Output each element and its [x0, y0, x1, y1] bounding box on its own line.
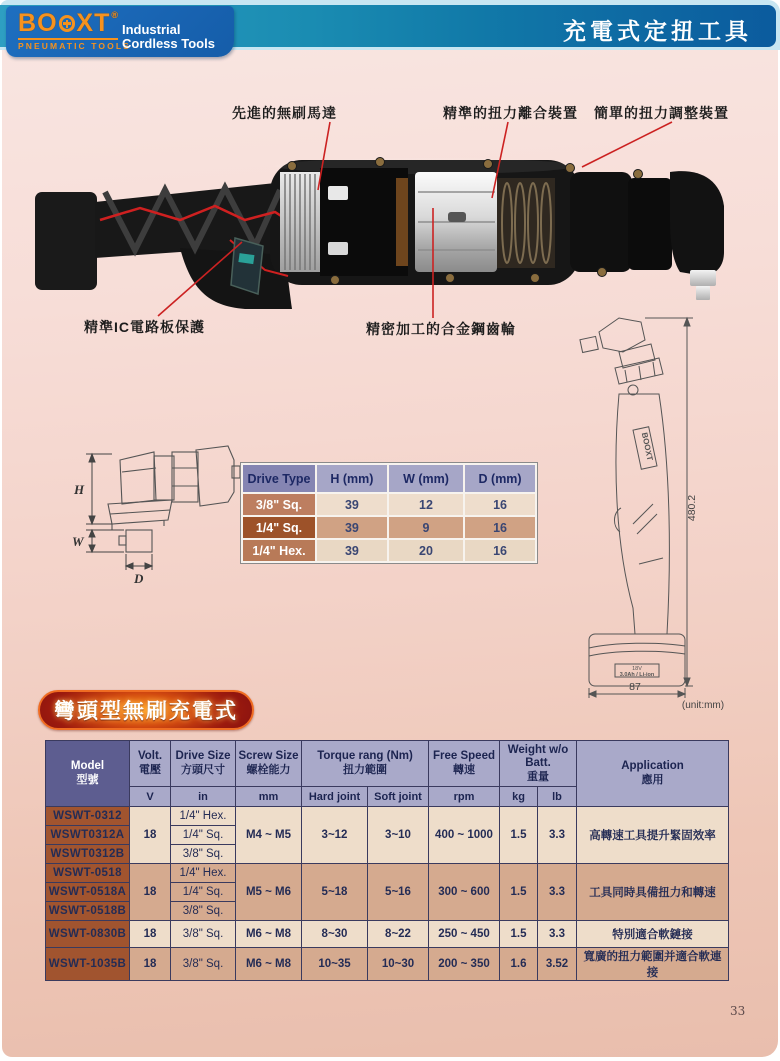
drive-cell: 3/8" Sq. [171, 845, 236, 864]
dim-value-cell: 9 [388, 516, 464, 539]
hard-joint-cell: 10~35 [302, 948, 368, 981]
hard-joint-cell: 8~30 [302, 921, 368, 948]
booxt-logo [18, 9, 131, 51]
soft-joint-cell: 3~10 [368, 807, 429, 864]
dim-value-cell: 20 [388, 539, 464, 562]
dim-value-cell: 16 [464, 539, 536, 562]
battery-voltage-label: 18V [632, 666, 642, 672]
free-speed-cell: 400 ~ 1000 [429, 807, 500, 864]
dimension-table [240, 462, 538, 564]
spec-header-speed: Free Speed 轉速 [429, 741, 500, 787]
spec-table [45, 740, 729, 981]
screw-size-cell: M6 ~ M8 [236, 948, 302, 981]
drive-cell: 3/8" Sq. [171, 921, 236, 948]
model-cell: WSWT-0312 [46, 807, 130, 826]
header-band [0, 0, 780, 50]
unit-hard-joint: Hard joint [302, 787, 368, 807]
weight-lb-cell: 3.3 [538, 864, 577, 921]
application-cell: 特別適合軟鏈接 [577, 921, 729, 948]
page-number: 33 [730, 1004, 746, 1018]
unit-v: V [130, 787, 171, 807]
dim-value-cell: 39 [316, 539, 388, 562]
page-title: 充電式定扭工具 [563, 18, 752, 44]
model-cell: WSWT-0518B [46, 902, 130, 921]
model-cell: WSWT0312B [46, 845, 130, 864]
unit-in: in [171, 787, 236, 807]
callout-adjust: 簡單的扭力調整裝置 [594, 105, 729, 121]
dim-header-row [242, 464, 536, 493]
spec-row [46, 921, 729, 948]
weight-kg-cell: 1.6 [500, 948, 538, 981]
model-cell: WSWT-1035B [46, 948, 130, 981]
brand-panel [6, 6, 234, 57]
head-dimension-drawing [68, 438, 240, 588]
registered-mark: ® [111, 10, 119, 20]
free-speed-cell: 250 ~ 450 [429, 921, 500, 948]
dim-header-h: H (mm) [316, 464, 388, 493]
spec-row [46, 807, 729, 826]
volt-cell: 18 [130, 864, 171, 921]
spec-header-row [46, 741, 729, 787]
spec-header-weight: Weight w/o Batt. 重量 [500, 741, 577, 787]
unit-lb: lb [538, 787, 577, 807]
d-dim-label: D [134, 571, 144, 586]
unit-rpm: rpm [429, 787, 500, 807]
tool-outline-drawing [575, 312, 777, 712]
application-cell: 寬廣的扭力範圍并適合軟連接 [577, 948, 729, 981]
dim-header-drive-type: Drive Type [242, 464, 316, 493]
battery-pack [589, 634, 685, 686]
dim-value-cell: 39 [316, 493, 388, 516]
weight-kg-cell: 1.5 [500, 921, 538, 948]
dim-drive-cell: 3/8" Sq. [242, 493, 316, 516]
screw-size-cell: M6 ~ M8 [236, 921, 302, 948]
model-cell: WSWT-0518 [46, 864, 130, 883]
screw-size-cell: M4 ~ M5 [236, 807, 302, 864]
brand-letter: T [94, 9, 111, 37]
unit-note: (unit:mm) [681, 700, 725, 711]
dim-row [242, 539, 536, 562]
volt-cell: 18 [130, 948, 171, 981]
section-title-banner [38, 690, 254, 730]
spec-row [46, 864, 729, 883]
drive-cell: 1/4" Hex. [171, 864, 236, 883]
drive-cell: 3/8" Sq. [171, 902, 236, 921]
brand-letter: X [76, 9, 95, 37]
drive-cell: 1/4" Hex. [171, 807, 236, 826]
application-cell: 高轉速工具提升緊固效率 [577, 807, 729, 864]
hard-joint-cell: 5~18 [302, 864, 368, 921]
spec-header-torque: Torque rang (Nm) 扭力範圍 [302, 741, 429, 787]
free-speed-cell: 200 ~ 350 [429, 948, 500, 981]
battery-capacity-label: 3.0Ah / Li-ion [619, 672, 655, 678]
cutaway-tool-figure [30, 120, 730, 320]
spec-row [46, 948, 729, 981]
unit-soft-joint: Soft joint [368, 787, 429, 807]
brand-letter: B [18, 9, 38, 37]
dim-header-w: W (mm) [388, 464, 464, 493]
spec-header-volt: Volt. 電壓 [130, 741, 171, 787]
model-cell: WSWT-0830B [46, 921, 130, 948]
weight-lb-cell: 3.52 [538, 948, 577, 981]
weight-lb-cell: 3.3 [538, 921, 577, 948]
section-title: 彎頭型無刷充電式 [54, 700, 238, 723]
brand-subtitle: PNEUMATIC TOOLS [18, 38, 118, 51]
dim-value-cell: 39 [316, 516, 388, 539]
torque-clutch [497, 178, 555, 268]
model-cell: WSWT0312A [46, 826, 130, 845]
soft-joint-cell: 5~16 [368, 864, 429, 921]
unit-kg: kg [500, 787, 538, 807]
dim-value-cell: 16 [464, 493, 536, 516]
dim-row [242, 516, 536, 539]
volt-cell: 18 [130, 921, 171, 948]
soft-joint-cell: 8~22 [368, 921, 429, 948]
hard-joint-cell: 3~12 [302, 807, 368, 864]
volt-cell: 18 [130, 807, 171, 864]
gearbox-cylinder [415, 172, 497, 272]
weight-lb-cell: 3.3 [538, 807, 577, 864]
spec-header-drive: Drive Size 方頭尺寸 [171, 741, 236, 787]
height-dimension: 480.2 [686, 494, 698, 522]
callout-ic: 精準IC電路板保護 [84, 319, 205, 335]
square-drive [690, 270, 716, 300]
dim-header-d: D (mm) [464, 464, 536, 493]
dim-drive-cell: 1/4" Sq. [242, 516, 316, 539]
application-cell: 工具同時具備扭力和轉速 [577, 864, 729, 921]
model-cell: WSWT-0518A [46, 883, 130, 902]
drawing-brand-label: BOOXT [639, 431, 655, 462]
w-dim-label: W [72, 534, 84, 549]
screw-o-icon [59, 15, 76, 32]
dim-value-cell: 12 [388, 493, 464, 516]
spec-header-screw: Screw Size 螺栓能力 [236, 741, 302, 787]
h-dim-label: H [74, 482, 85, 497]
dim-row [242, 493, 536, 516]
soft-joint-cell: 10~30 [368, 948, 429, 981]
drive-cell: 3/8" Sq. [171, 948, 236, 981]
weight-kg-cell: 1.5 [500, 864, 538, 921]
drive-cell: 1/4" Sq. [171, 883, 236, 902]
spec-header-application: Application 應用 [577, 741, 729, 807]
unit-mm: mm [236, 787, 302, 807]
callout-motor: 先進的無刷馬達 [232, 105, 337, 121]
callout-clutch: 精準的扭力離合裝置 [443, 105, 578, 121]
brand-tagline: Industrial Cordless Tools [122, 22, 215, 51]
brand-wordmark [18, 11, 118, 36]
brushless-motor [280, 168, 408, 276]
spec-header-model: Model 型號 [46, 741, 130, 807]
free-speed-cell: 300 ~ 600 [429, 864, 500, 921]
dim-value-cell: 16 [464, 516, 536, 539]
brand-letter: O [37, 9, 58, 37]
width-dimension: 87 [629, 681, 641, 693]
callout-gear: 精密加工的合金鋼齒輪 [366, 321, 516, 337]
screw-size-cell: M5 ~ M6 [236, 864, 302, 921]
dim-drive-cell: 1/4" Hex. [242, 539, 316, 562]
weight-kg-cell: 1.5 [500, 807, 538, 864]
drive-cell: 1/4" Sq. [171, 826, 236, 845]
